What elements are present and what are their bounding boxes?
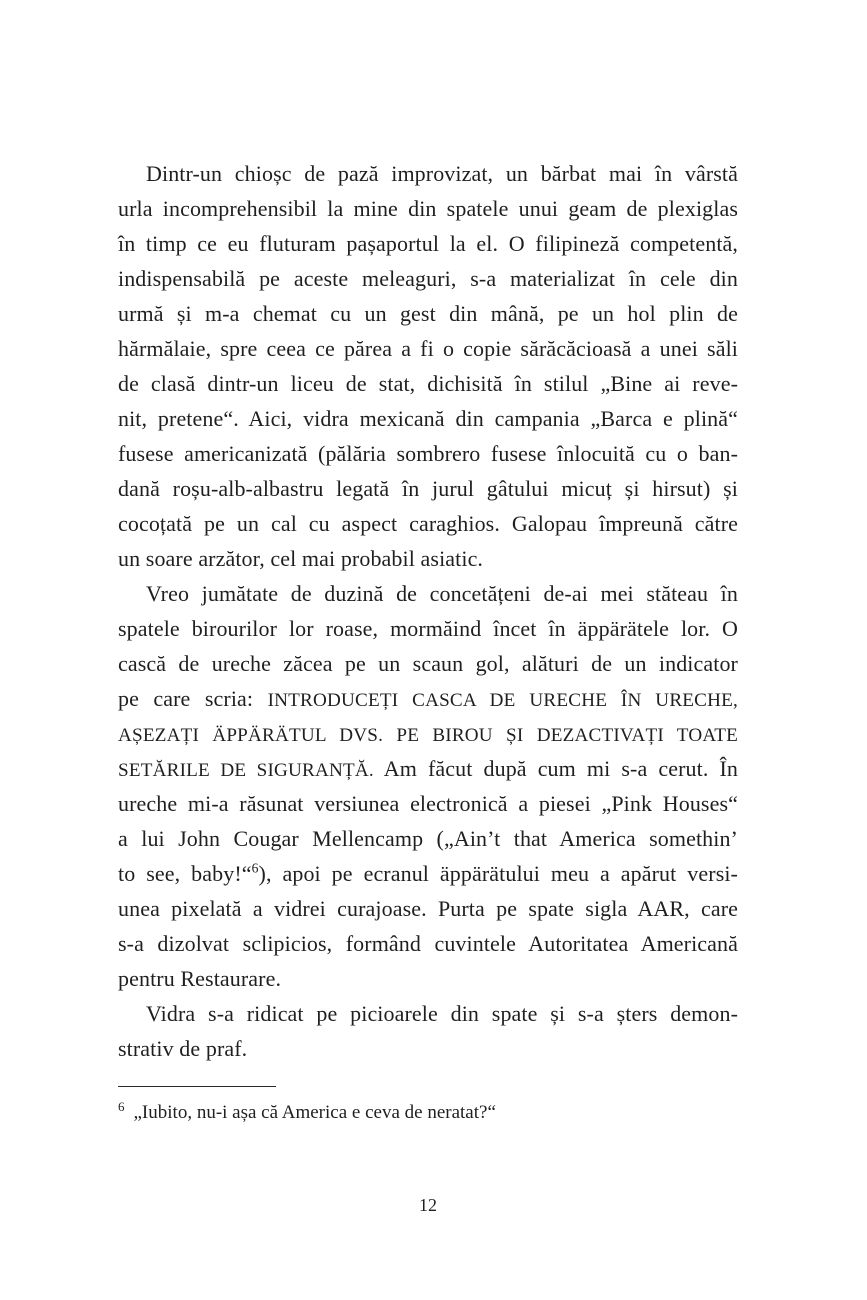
text-line: Vreo jumătate de duzină de concetățeni de-ai mei stăteau în bbox=[146, 581, 738, 606]
text-line: pentru Restaurare. bbox=[118, 966, 282, 991]
text-line: ureche mi-a răsunat versiunea electronică a piesei „Pink Houses“ bbox=[118, 791, 738, 816]
text-line: pe care scria: INTRODUCEȚI CASCA DE URECHE ÎN URECHE, bbox=[118, 686, 738, 711]
text-line: urla incomprehensibil la mine din spatele unui geam de plexiglas bbox=[118, 196, 738, 221]
text-line: strativ de praf. bbox=[118, 1036, 248, 1061]
text-line: unea pixelată a vidrei curajoase. Purta pe spate sigla AAR, care bbox=[118, 896, 738, 921]
text-line: un soare arzător, cel mai probabil asiatic. bbox=[118, 546, 484, 571]
footnote-marker: 6 bbox=[118, 1098, 125, 1114]
text-line: fusese americanizată (pălăria sombrero fusese înlocuită cu o ban- bbox=[118, 441, 738, 466]
paragraph bbox=[118, 156, 738, 576]
text-line: cocoțată pe un cal cu aspect caraghios. Galopau împreună către bbox=[118, 511, 738, 536]
text-block bbox=[118, 156, 738, 1066]
text-line: Vidra s-a ridicat pe picioarele din spate și s-a șters demon- bbox=[146, 1001, 738, 1026]
paragraph bbox=[118, 996, 738, 1066]
page-number: 12 bbox=[419, 1195, 437, 1215]
text-line: urmă și m-a chemat cu un gest din mână, pe un hol plin de bbox=[118, 301, 738, 326]
text-line: indispensabilă pe aceste meleaguri, s-a materializat în cele din bbox=[118, 266, 738, 291]
paragraph bbox=[118, 576, 738, 996]
text-line: spatele birourilor lor roase, mormăind încet în äppärätele lor. O bbox=[118, 616, 738, 641]
footnote-line bbox=[118, 1100, 738, 1126]
text-line: cască de ureche zăcea pe un scaun gol, alături de un indicator bbox=[118, 651, 738, 676]
text-line: în timp ce eu fluturam pașaportul la el. O filipineză competentă, bbox=[118, 231, 738, 256]
text-line: dană roșu-alb-albastru legată în jurul gâtului micuț și hirsut) și bbox=[118, 476, 738, 501]
text-line: SETĂRILE DE SIGURANȚĂ. Am făcut după cum mi s-a cerut. În bbox=[118, 756, 738, 781]
text-line: nit, pretene“. Aici, vidra mexicană din campania „Barca e plină“ bbox=[118, 406, 738, 431]
text-line: AȘEZAȚI ÄPPÄRÄTUL DVS. PE BIROU ȘI DEZACTIVAȚI TOATE bbox=[118, 725, 738, 746]
footnote-separator-rule bbox=[118, 1086, 276, 1087]
text-line: s-a dizolvat sclipicios, formând cuvintele Autoritatea Americană bbox=[118, 931, 738, 956]
text-line: to see, baby!“$^6$), apoi pe ecranul äppärätului meu a apărut versi- bbox=[118, 860, 738, 886]
footnote-text: „Iubito, nu-i așa că America e ceva de neratat?“ bbox=[133, 1102, 496, 1123]
text-line: Dintr-un chioșc de pază improvizat, un bărbat mai în vârstă bbox=[146, 161, 738, 186]
text-line: hărmălaie, spre ceea ce părea a fi o copie sărăcăcioasă a unei săli bbox=[118, 336, 738, 361]
text-line: de clasă dintr-un liceu de stat, dichisită în stilul „Bine ai reve- bbox=[118, 371, 738, 396]
footnote bbox=[118, 1086, 738, 1126]
text-line: a lui John Cougar Mellencamp („Ain’t that America somethin’ bbox=[118, 826, 738, 851]
